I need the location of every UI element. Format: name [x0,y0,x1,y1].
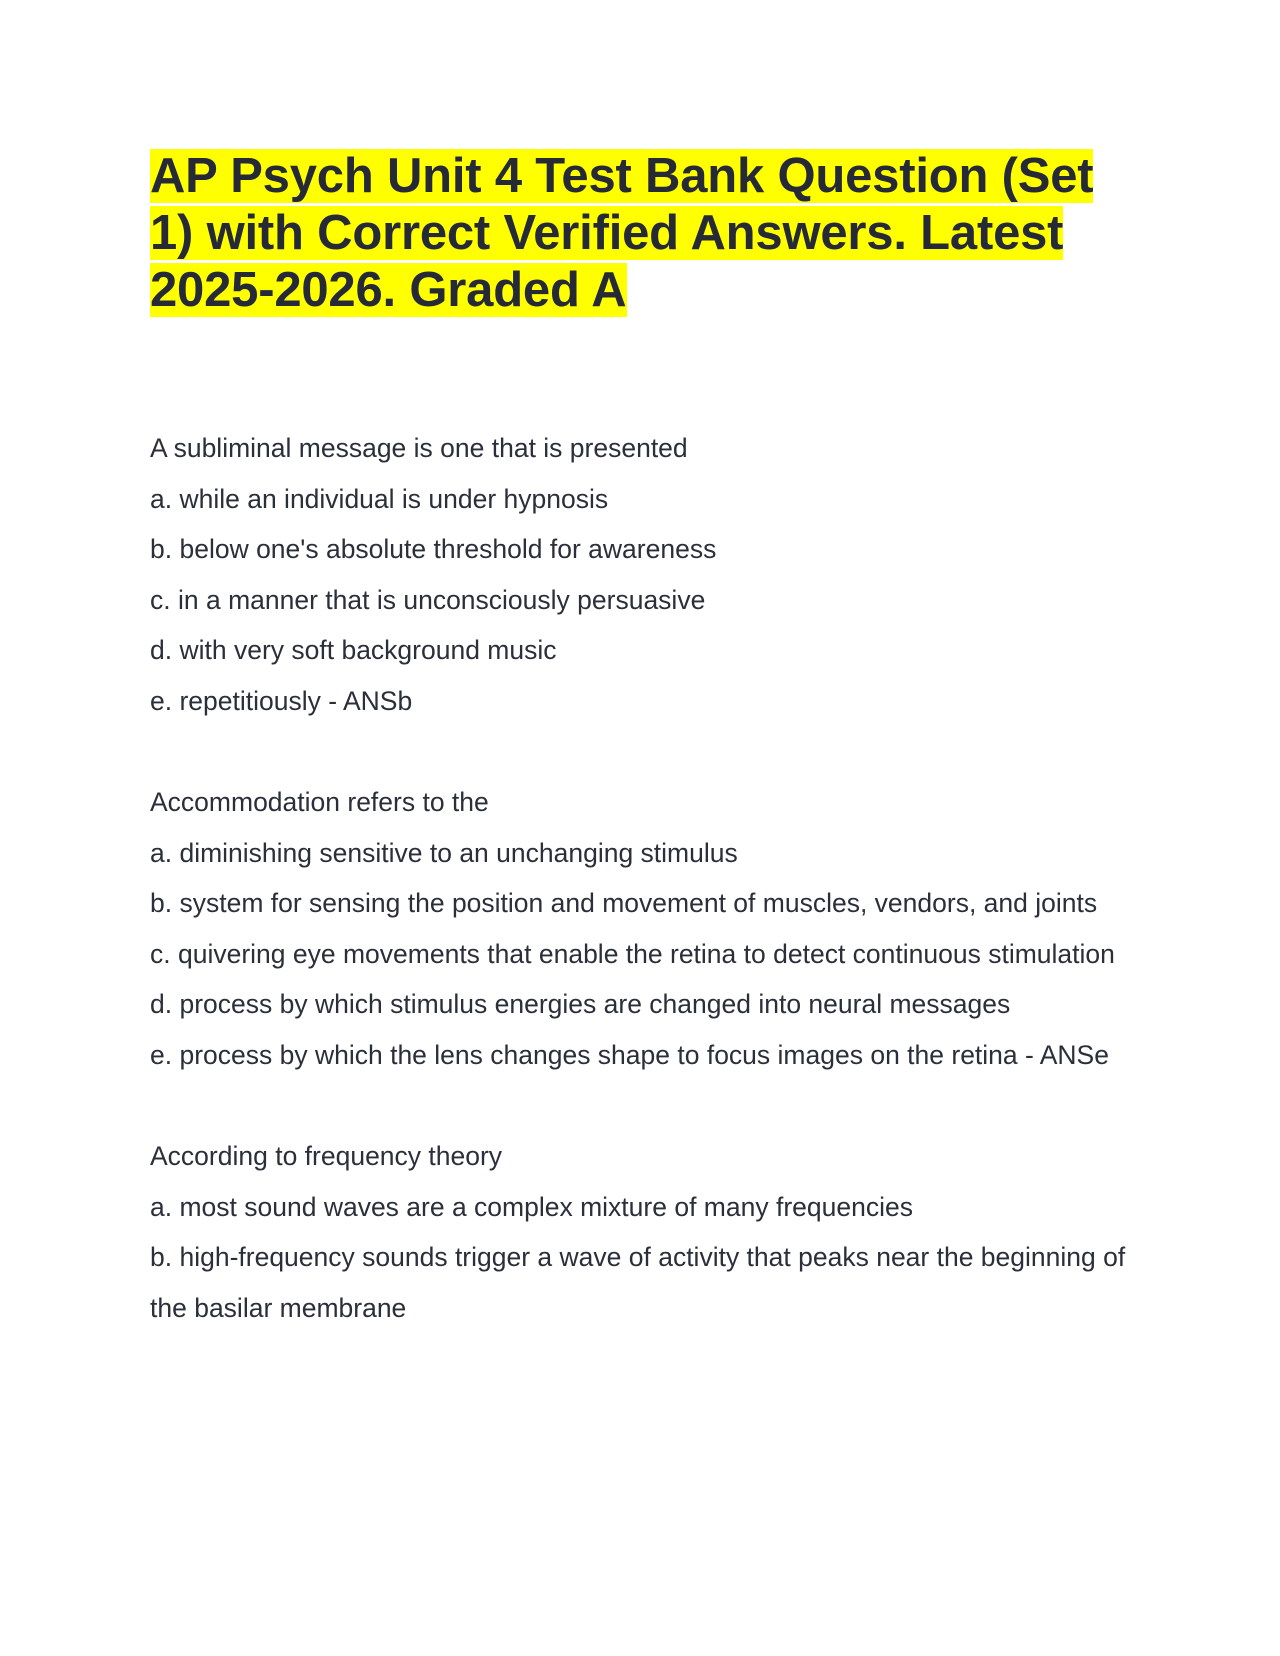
question-item [150,777,1140,1080]
document-page [150,148,1140,1384]
answer-option: d. with very soft background music [150,635,557,665]
answer-option: b. high-frequency sounds trigger a wave of activity that peaks near the beginning of the basilar membrane [150,1242,1126,1323]
question-item [150,1131,1140,1333]
answer-option: e. repetitiously - ANSb [150,685,413,716]
answer-option: d. process by which stimulus energies are changed into neural messages [150,989,1011,1019]
answer-option: b. system for sensing the position and movement of muscles, vendors, and joints [150,888,1098,918]
question-stem: A subliminal message is one that is presented [150,433,688,463]
answer-option: b. below one's absolute threshold for awareness [150,534,717,564]
title-highlight: AP Psych Unit 4 Test Bank Question (Set 1) with Correct Verified Answers. Latest 2025-2026. Graded A [150,149,1094,317]
answer-option: a. while an individual is under hypnosis [150,483,609,514]
answer-option: c. quivering eye movements that enable the retina to detect continuous stimulation [150,938,1115,969]
question-stem: Accommodation refers to the [150,787,489,817]
answer-option: a. most sound waves are a complex mixture of many frequencies [150,1191,913,1222]
question-list [150,423,1140,1333]
document-title [150,148,1140,319]
question-item [150,423,1140,726]
answer-option: e. process by which the lens changes shape to focus images on the retina - ANSe [150,1039,1109,1070]
answer-option: c. in a manner that is unconsciously persuasive [150,584,706,615]
question-stem: According to frequency theory [150,1141,503,1171]
answer-option: a. diminishing sensitive to an unchanging stimulus [150,837,738,868]
